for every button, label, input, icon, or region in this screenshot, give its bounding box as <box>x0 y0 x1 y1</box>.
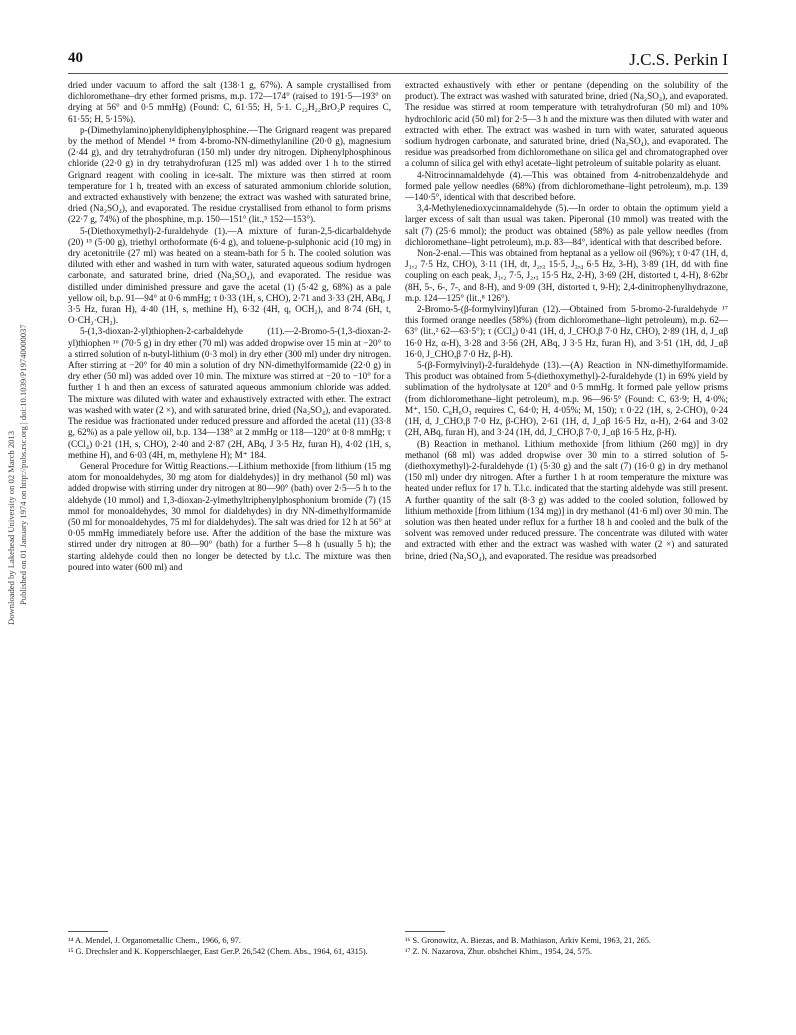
paragraph: p-(Dimethylamino)phenyldiphenylphosphine.—The Grignard reagent was prepared by the method of Mendel ¹⁴ from 4-bromo-NN-dimethylaniline (20·0 g), magnesium (2·44 g), and dry tetrahydrofuran (150 ml) under dry nitrogen. Diphenylphosphinous chloride (22·0 g) in dry tetrahydrofuran (125 ml) was added over 1 h to the stirred Grignard reagent with cooling in ice-salt. The mixture was then stirred at room temperature for 1 h, treated with an excess of saturated ammonium chloride solution, and extracted exhaustively with benzene; the extract was washed with saturated brine, dried (Na₂SO₄), and evaporated. The residue crystallised from ethanol to form prisms (22·7 g, 74%) of the phosphine, m.p. 150—151° (lit.,⁵ 152—153°). <box>68 124 391 225</box>
paragraph: 3,4-Methylenedioxycinnamaldehyde (5).—In order to obtain the optimum yield a larger excess of salt than usual was taken. Piperonal (10 mmol) was treated with the salt (7) (25·6 mmol); the product was obtained (58%) as pale yellow needles (from dichloromethane–light petroleum), m.p. 83—84°, identical with that described before. <box>405 203 728 247</box>
footnotes-right <box>405 936 728 957</box>
footnote-rule <box>68 931 108 932</box>
footnote-rule <box>405 931 445 932</box>
page-number: 40 <box>68 50 83 66</box>
paragraph: (B) Reaction in methanol. Lithium methoxide [from lithium (260 mg)] in dry methanol (68 ml) was added dropwise over 30 min to a stirred solution of 5-(diethoxymethyl)-2-furaldehyde (1) (5·30 g) and the salt (7) (16·0 g) in dry methanol (150 ml) under dry nitrogen. After a further 1 h at room temperature the mixture was heated under reflux for 17 h. T.l.c. indicated that the starting aldehyde was still present. A further quantity of the salt (8·3 g) was added to the cooled solution, followed by lithium methoxide [from lithium (134 mg)] in dry methanol (41·6 ml) over 30 min. The solution was then heated under reflux for a further 18 h and cooled and the bulk of the solvent was removed under reduced pressure. The concentrate was diluted with water and extracted with ether and the extract was washed with water (2 ×) and saturated brine, dried (Na₂SO₄), and evaporated. The residue was preadsorbed <box>405 438 728 561</box>
footnotes-left <box>68 936 391 957</box>
paragraph: General Procedure for Wittig Reactions.—Lithium methoxide [from lithium (15 mg atom for monoaldehydes, 30 mg atom for dialdehydes)] in dry methanol (50 ml) was added dropwise with stirring under dry nitrogen at 80—90° (bath) over 2·5—5 h to the aldehyde (10 mmol) and 1,3-dioxan-2-ylmethyltriphenylphosphonium bromide (7) (15 mmol for monoaldehydes, 30 mmol for dialdehydes) in dry NN-dimethylformamide (50 ml for monoaldehydes, 75 ml for dialdehydes). The salt was dried for 12 h at 56° at 0·05 mmHg immediately before use. After the addition of the base the mixture was stirred under dry nitrogen at 80—90° (bath) for a further 5—8 h (usually 5 h); the starting aldehyde could then no longer be detected by t.l.c. The mixture was then poured into water (600 ml) and <box>68 460 391 572</box>
publication-notice: Published on 01 January 1974 on http://pubs.rsc.org | doi:10.1039/P19740000037 <box>18 324 28 605</box>
left-column <box>68 80 391 573</box>
download-notice: Downloaded by Lakehead University on 02 March 2013 <box>6 430 16 625</box>
footnote: ¹⁵ G. Drechsler and K. Kopperschlaeger, East Ger.P. 26,542 (Chem. Abs., 1964, 61, 4315). <box>68 946 368 956</box>
paragraph: Non-2-enal.—This was obtained from heptanal as a yellow oil (96%); τ 0·47 (1H, d, J₁,₂ 7·5 Hz, CHO), 3·11 (1H, dt, J₂,₃ 15·5, J₃,₄ 6·5 Hz, 3-H), 3·89 (1H, dd with fine coupling on each peak, J₁,₂ 7·5, J₂,₃ 15·5 Hz, 2-H), 3·69 (2H, distorted t, 4-H), 8·62br (8H, 5-, 6-, 7-, and 8-H), and 9·09 (3H, distorted t, 9-H); 2,4-dinitrophenylhydrazone, m.p. 124—125° (lit.,⁸ 126°). <box>405 248 728 303</box>
paragraph: dried under vacuum to afford the salt (138·1 g, 67%). A sample crystallised from dichloromethane–dry ether formed prisms, m.p. 172—174° (raised to 191·5—193° on drying at 56° and 0·5 mmHg) (Found: C, 61·55; H, 5·1. C₂₂H₂₂BrO₂P requires C, 61·55; H, 5·15%). <box>68 80 391 124</box>
footnote: ¹⁶ S. Gronowitz, A. Biezas, and B. Mathiason, Arkiv Kemi, 1963, 21, 265. <box>405 936 651 945</box>
paragraph: 5-(Diethoxymethyl)-2-furaldehyde (1).—A mixture of furan-2,5-dicarbaldehyde (20) ¹⁵ (5·00 g), triethyl orthoformate (6·4 g), and toluene-p-sulphonic acid (10 mg) in dry acetonitrile (27 ml) was heated on a steam-bath for 5 h. The cooled solution was diluted with ether and washed in turn with water, saturated aqueous sodium hydrogen carbonate, and saturated brine, dried (Na₂SO₄), and evaporated. The residue was distilled under diminished pressure and gave the acetal (1) (5·42 g, 68%) as a pale yellow oil, b.p. 91—94° at 0·6 mmHg; τ 0·33 (1H, s, CHO), 2·71 and 3·33 (2H, ABq, J 3·5 Hz, furan H), 4·40 (1H, s, methine H), 6·32 (4H, q, OCH₂), and 8·74 (6H, t, O·CH₂·CH₃). <box>68 225 391 326</box>
right-column <box>405 80 728 562</box>
footnote: ¹⁷ Z. N. Nazarova, Zhur. obshchei Khim., 1954, 24, 575. <box>405 946 592 956</box>
paragraph: 2-Bromo-5-(β-formylvinyl)furan (12).—Obtained from 5-bromo-2-furaldehyde ¹⁷ this formed orange needles (58%) (from dichloromethane–light petroleum), m.p. 62—63° (lit.,² 62—63·5°); τ (CCl₄) 0·41 (1H, d, J_CHO,β 7·0 Hz, CHO), 2·89 (1H, d, J_αβ 16·0 Hz, α-H), 3·28 and 3·56 (2H, ABq, J 3·5 Hz, furan H), and 3·51 (1H, dd, J_αβ 16·0, J_CHO,β 7·0 Hz, β-H). <box>405 304 728 359</box>
paragraph: 5-(1,3-dioxan-2-yl)thiophen-2-carbaldehyde (11).—2-Bromo-5-(1,3-dioxan-2-yl)thiophen ¹⁶ (70·5 g) in dry ether (70 ml) was added dropwise over 15 min at −20° to a stirred solution of n-butyl-lithium (0·3 mol) in dry ether (300 ml) under dry nitrogen. After stirring at −20° for 40 min a solution of dry NN-dimethylformamide (22·0 g) in dry ether (50 ml) was added over 10 min. The mixture was stirred at −20 to −10° for a further 1 h and then an excess of saturated aqueous ammonium chloride was added. The mixture was diluted with water and exhaustively extracted with ether. The extract was washed with water (2 ×), and with saturated brine, dried (Na₂SO₄), and evaporated. The residue was fractionated under reduced pressure and afforded the acetal (11) (33·8 g, 62%) as a pale yellow oil, b.p. 134—138° at 2 mmHg or 118—120° at 0·8 mmHg; τ (CCl₄) 0·21 (1H, s, CHO), 2·40 and 2·87 (2H, ABq, J 3·5 Hz, furan H), 4·02 (1H, s, methine H), and 6·03 (4H, m, methylene H); M⁺ 184. <box>68 326 391 460</box>
paragraph: 4-Nitrocinnamaldehyde (4).—This was obtained from 4-nitrobenzaldehyde and formed pale yellow needles (68%) (from dichloromethane–light petroleum), m.p. 139—140·5°, identical with that described before. <box>405 169 728 203</box>
paragraph: extracted exhaustively with ether or pentane (depending on the solubility of the product). The extract was washed with saturated brine, dried (Na₂SO₄), and evaporated. The residue was stirred at room temperature with tetrahydrofuran (50 ml) and 10% hydrochloric acid (50 ml) for 2·5—3 h and the mixture was then diluted with water and extracted with ether. The extract was washed in turn with water, saturated aqueous sodium hydrogen carbonate, and saturated brine, dried (Na₂SO₄), and evaporated. The residue was preadsorbed from dichloromethane on silica gel and chromatographed over a column of silica gel with ethyl acetate–light petroleum of suitable polarity as eluant. <box>405 80 728 169</box>
footnote: ¹⁴ A. Mendel, J. Organometallic Chem., 1966, 6, 97. <box>68 936 241 945</box>
header-rule <box>68 73 728 74</box>
journal-title: J.C.S. Perkin I <box>629 50 728 69</box>
paragraph: 5-(β-Formylvinyl)-2-furaldehyde (13).—(A) Reaction in NN-dimethylformamide. This product was obtained from 5-(diethoxymethyl)-2-furaldehyde (1) in 69% yield by sublimation of the hydrolysate at 120° and 0·5 mmHg. It formed pale yellow prisms (from dichloromethane–light petroleum), m.p. 96—96·5° (Found: C, 63·9; H, 4·0%; M⁺, 150. C₈H₆O₃ requires C, 64·0; H, 4·05%; M, 150); τ 0·22 (1H, s, 2-CHO), 0·24 (1H, d, J_CHO,β 7·0 Hz, β-CHO), 2·61 (1H, d, J_αβ 16·5 Hz, α-H), 2·64 and 3·02 (2H, ABq, furan H), and 3·24 (1H, dd, J_CHO,β 7·0, J_αβ 16·5 Hz, β-H). <box>405 360 728 438</box>
